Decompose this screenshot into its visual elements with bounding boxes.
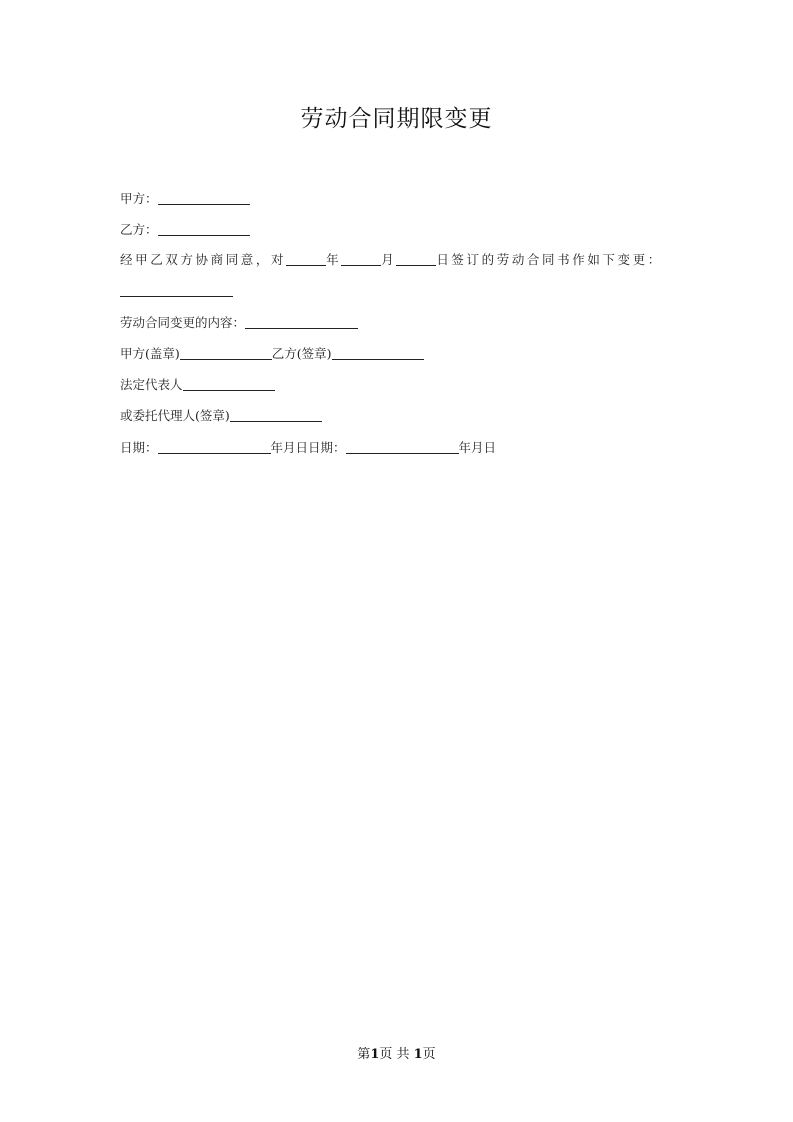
party-a-label: 甲方： [120, 191, 158, 206]
agreement-line [120, 250, 663, 268]
party-a-seal-blank [180, 346, 272, 360]
month-blank [341, 252, 381, 266]
party-b-blank [158, 222, 250, 236]
date-blank-1 [158, 440, 271, 454]
document-title: 劳动合同期限变更 [300, 106, 493, 132]
year-blank [286, 252, 326, 266]
ymd-date-label: 年月日日期： [270, 440, 346, 455]
change-content-blank [245, 315, 358, 329]
party-b-line [120, 220, 250, 238]
change-content-label: 劳动合同变更的内容： [120, 315, 246, 330]
agent-label: 或委托代理人(签章) [120, 408, 230, 423]
date-line [120, 438, 496, 456]
legal-rep-label: 法定代表人 [120, 377, 183, 392]
page-current: 1 [370, 1047, 380, 1062]
ymd-label: 年月日 [458, 440, 497, 455]
agent-blank [230, 408, 322, 422]
page-prefix: 第 [357, 1047, 371, 1062]
page-footer [0, 1043, 793, 1062]
agent-line [120, 406, 322, 424]
party-a-blank [158, 191, 250, 205]
change-content-line [120, 313, 358, 331]
party-b-label: 乙方： [120, 222, 158, 237]
party-a-line [120, 189, 250, 207]
change-blank [120, 283, 233, 297]
date-label-1: 日期： [120, 440, 158, 455]
party-a-seal-label: 甲方(盖章) [120, 346, 180, 361]
legal-rep-line [120, 375, 275, 393]
day-blank [396, 252, 436, 266]
page-suffix: 页 [422, 1047, 436, 1062]
legal-rep-blank [183, 377, 275, 391]
page-total: 1 [413, 1047, 423, 1062]
agreement-text: 经甲乙双方协商同意，对 [120, 252, 287, 267]
year-label: 年 [326, 252, 342, 267]
day-label: 日签订的劳动合同书作如下变更： [436, 252, 663, 267]
party-b-sign-blank [332, 346, 424, 360]
month-label: 月 [381, 252, 397, 267]
page-mid: 页 共 [379, 1047, 414, 1062]
party-b-sign-label: 乙方(签章) [271, 346, 332, 361]
change-blank-line [120, 283, 233, 298]
date-blank-2 [346, 440, 459, 454]
signature-line [120, 344, 424, 362]
